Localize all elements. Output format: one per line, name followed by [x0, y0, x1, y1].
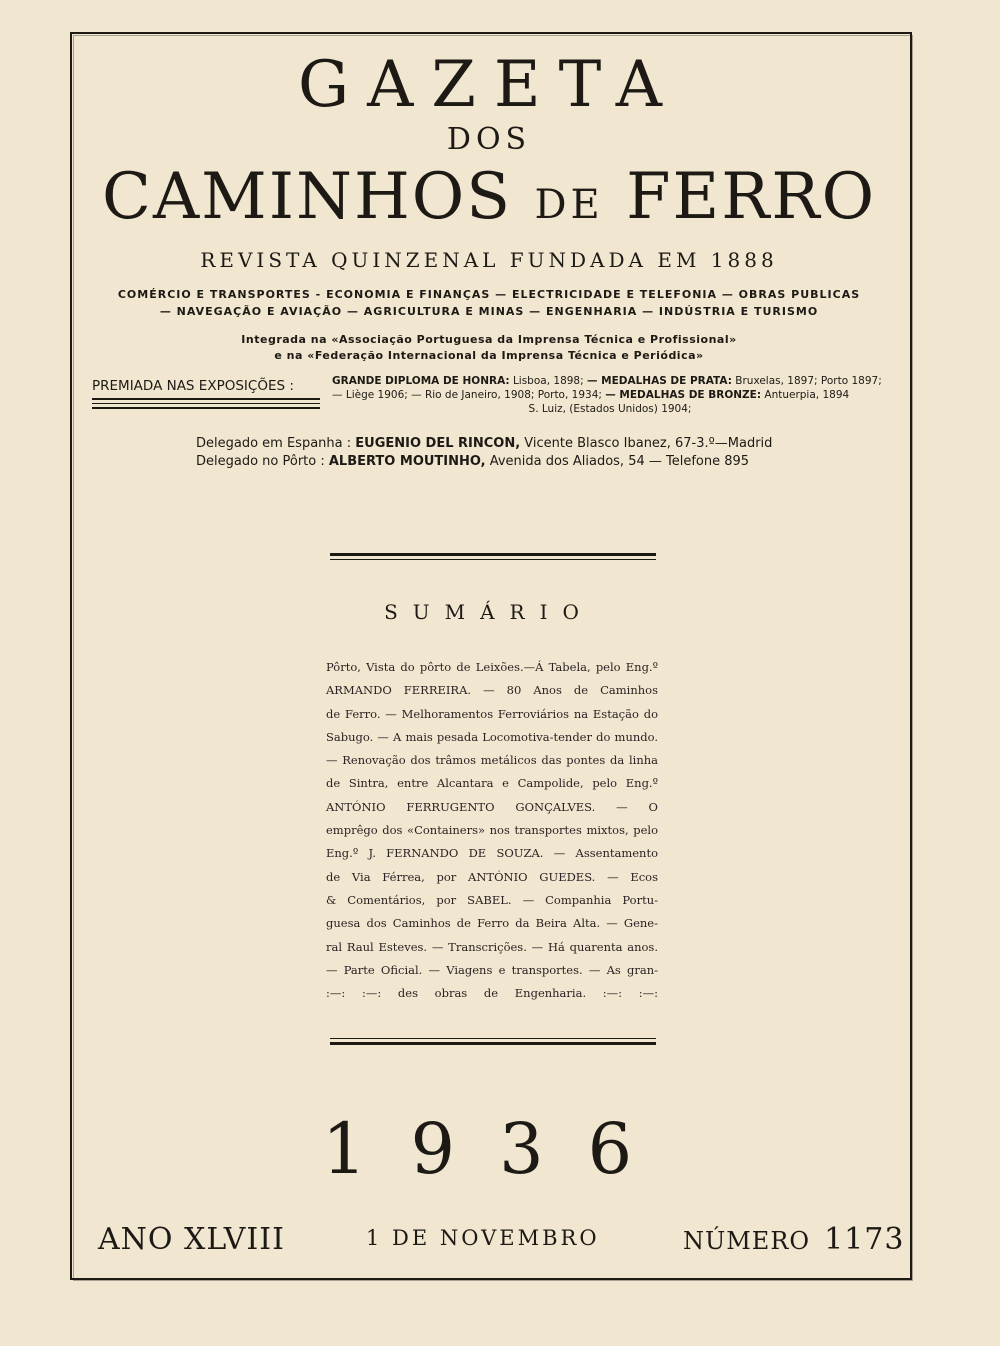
- rule-bottom: [330, 1038, 656, 1045]
- delegado-name: ALBERTO MOUTINHO,: [328, 454, 486, 469]
- numero-value: 1173: [824, 1222, 905, 1257]
- numero-label: NÚMERO: [683, 1227, 811, 1255]
- sumario-line: guesa dos Caminhos de Ferro da Beira Alta. — Gene-: [326, 916, 658, 931]
- ano: ANO XLVIII: [98, 1222, 285, 1257]
- premio-sluiz: S. Luiz, (Estados Unidos) 1904;: [528, 403, 692, 415]
- masthead-caminhos: CAMINHOS: [101, 160, 513, 234]
- masthead-de: DE: [534, 182, 604, 228]
- sumario-line: ral Raul Esteves. — Transcrições. — Há quarenta anos.: [326, 939, 658, 954]
- sumario-line: de Ferro. — Melhoramentos Ferroviários na Estação do: [326, 706, 658, 721]
- delegado-name: EUGENIO DEL RINCON,: [355, 436, 521, 451]
- premio-bronze: Antuerpia, 1894: [761, 389, 850, 401]
- numero: [683, 1222, 904, 1257]
- sumario-line: de Via Férrea, por ANTÓNIO GUEDES. — Ecos: [326, 869, 658, 884]
- premio-bronze-label: — MEDALHAS DE BRONZE:: [605, 389, 762, 401]
- delegado-label: Delegado no Pôrto :: [196, 454, 329, 469]
- sumario-line: :—: :—: des obras de Engenharia. :—: :—:: [326, 986, 658, 1001]
- sumario-title: SUMÁRIO: [384, 600, 594, 624]
- premio-prata: Bruxelas, 1897; Porto 1897; — Liège 1906; — Rio de Janeiro, 1908; Porto, 1934;: [332, 375, 882, 401]
- premios-text: [332, 374, 888, 416]
- sumario-body: [326, 656, 658, 1005]
- sumario-line: ANTÓNIO FERRUGENTO GONÇALVES. — O: [326, 799, 658, 814]
- sumario-line: & Comentários, por SABEL. — Companhia Portu-: [326, 892, 658, 907]
- sumario-line: emprêgo dos «Containers» nos transportes mixtos, pelo: [326, 823, 658, 838]
- premiada-label: PREMIADA NAS EXPOSIÇÕES :: [92, 378, 294, 394]
- integrada-line-1: Integrada na «Associação Portuguesa da Imprensa Técnica e Profissional»: [241, 333, 737, 346]
- premio-honra: Lisboa, 1898;: [509, 375, 587, 387]
- premio-honra-label: GRANDE DIPLOMA DE HONRA:: [332, 375, 510, 387]
- delegado-porto: [196, 454, 749, 469]
- rule-top: [330, 553, 656, 560]
- year: 1936: [322, 1108, 677, 1190]
- premio-prata-label: — MEDALHAS DE PRATA:: [586, 375, 732, 387]
- sumario-line: — Renovação dos trâmos metálicos das pontes da linha: [326, 753, 658, 768]
- topics-line-2: — NAVEGAÇÃO E AVIAÇÃO — AGRICULTURA E MINAS — ENGENHARIA — INDÚSTRIA E TURISMO: [159, 305, 819, 318]
- premiada-underline: [92, 398, 320, 412]
- issue-date: 1 DE NOVEMBRO: [366, 1226, 600, 1250]
- masthead-gazeta: GAZETA: [298, 48, 680, 122]
- masthead-subtitle: REVISTA QUINZENAL FUNDADA EM 1888: [200, 248, 778, 272]
- masthead-ferro: FERRO: [626, 160, 877, 234]
- masthead-title: [70, 160, 908, 234]
- sumario-line: ARMANDO FERREIRA. — 80 Anos de Caminhos: [326, 683, 658, 698]
- delegado-label: Delegado em Espanha :: [196, 436, 356, 451]
- delegado-espanha: [196, 436, 772, 451]
- delegado-address: Avenida dos Aliados, 54 — Telefone 895: [485, 454, 750, 469]
- delegado-address: Vicente Blasco Ibanez, 67-3.º—Madrid: [520, 436, 773, 451]
- sumario-line: — Parte Oficial. — Viagens e transportes. — As gran-: [326, 962, 658, 977]
- integrada: [70, 332, 908, 364]
- masthead-dos: DOS: [446, 122, 532, 157]
- integrada-line-2: e na «Federação Internacional da Imprensa Técnica e Periódica»: [274, 349, 704, 362]
- sumario-line: Eng.º J. FERNANDO DE SOUZA. — Assentamento: [326, 846, 658, 861]
- sumario-line: Sabugo. — A mais pesada Locomotiva-tender do mundo.: [326, 729, 658, 744]
- sumario-line: de Sintra, entre Alcantara e Campolide, pelo Eng.º: [326, 776, 658, 791]
- topics: [70, 286, 908, 320]
- sumario-line: Pôrto, Vista do pôrto de Leixões.—Á Tabela, pelo Eng.º: [326, 660, 658, 674]
- topics-line-1: COMÉRCIO E TRANSPORTES - ECONOMIA E FINANÇAS — ELECTRICIDADE E TELEFONIA — OBRAS PUBLICAS: [117, 288, 861, 301]
